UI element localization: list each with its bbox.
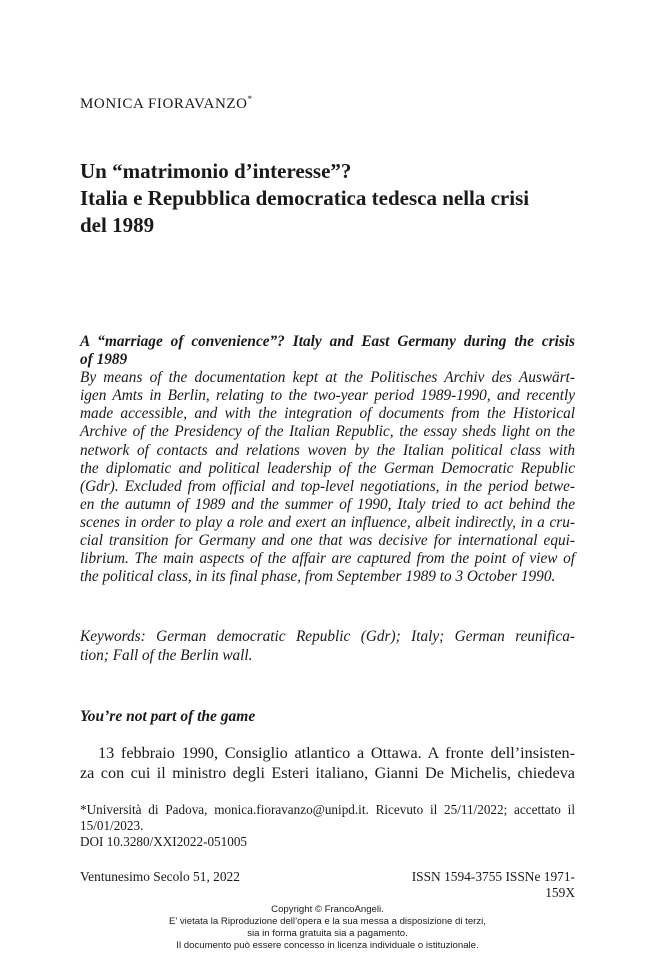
- abstract-line: cial transition for Germany and one that was decisive for international equi-: [80, 532, 575, 550]
- title-line: Un “matrimonio d’interesse”?: [80, 159, 352, 183]
- keywords-line: tion; Fall of the Berlin wall.: [80, 646, 253, 664]
- keywords: [80, 628, 575, 665]
- abstract-line: network of contacts and relations woven by the Italian political class with: [80, 441, 575, 459]
- abstract-line: igen Amts in Berlin, relating to the two-year period 1989-1990, and recently: [80, 387, 575, 405]
- abstract-heading-line: A “marriage of convenience”? Italy and East Germany during the crisis: [80, 333, 575, 350]
- abstract: [80, 333, 575, 586]
- abstract-line: the diplomatic and political leadership of the German Democratic Republic: [80, 459, 575, 477]
- author-name: [80, 94, 252, 113]
- abstract-line: (Gdr). Excluded from official and top-level negotiations, in the period betwe-: [80, 477, 575, 495]
- section-heading: You’re not part of the game: [80, 708, 256, 725]
- article-title: [80, 158, 580, 239]
- abstract-line: scenes in order to play a role and exert an influence, albeit indirectly, in a cru-: [80, 513, 575, 531]
- journal-issue: Ventunesimo Secolo 51, 2022: [80, 869, 240, 884]
- keywords-line: Keywords: German democratic Republic (Gdr); Italy; German reunifica-: [80, 628, 575, 645]
- copyright-line: E’ vietata la Riproduzione dell’opera e la sua messa a disposizione di terzi,: [169, 916, 486, 927]
- abstract-heading-line: of 1989: [80, 351, 128, 369]
- abstract-line: made accessible, and with the integration of documents from the Historical: [80, 405, 575, 423]
- footnote-line: *Università di Padova, monica.fioravanzo@unipd.it. Ricevuto il 25/11/2022; accettato il: [80, 802, 575, 817]
- body-line: 13 febbraio 1990, Consiglio atlantico a Ottawa. A fronte dell’insisten-: [98, 744, 575, 762]
- title-line: del 1989: [80, 213, 155, 237]
- copyright-line: Copyright © FrancoAngeli.: [271, 904, 384, 915]
- title-line: Italia e Repubblica democratica tedesca nella crisi: [80, 186, 530, 210]
- abstract-line: By means of the documentation kept at the Politisches Archiv des Auswärt-: [80, 369, 575, 387]
- body-line: za con cui il ministro degli Esteri italiano, Gianni De Michelis, chiedeva: [80, 764, 575, 782]
- footnote-line: 15/01/2023.: [80, 818, 144, 833]
- body-text: [80, 743, 575, 783]
- author-footnote-mark: *: [247, 94, 253, 104]
- footnote: [80, 802, 575, 850]
- abstract-line: Archive of the Presidency of the Italian Republic, the essay sheds light on the: [80, 423, 575, 441]
- journal-issn: ISSN 1594-3755 ISSNe 1971-159X: [411, 869, 575, 900]
- author-name-text: MONICA FIORAVANZO: [80, 96, 248, 112]
- copyright-line: Il documento può essere concesso in licenza individuale o istituzionale.: [176, 940, 479, 951]
- abstract-line: the political class, in its final phase, from September 1989 to 3 October 1990.: [80, 568, 556, 586]
- abstract-line: en the autumn of 1989 and the summer of 1990, Italy tried to act behind the: [80, 495, 575, 513]
- abstract-line: librium. The main aspects of the affair are captured from the point of view of: [80, 550, 575, 568]
- copyright-line: sia in forma gratuita sia a pagamento.: [247, 928, 408, 939]
- copyright-notice: [80, 904, 575, 952]
- doi-line: DOI 10.3280/XXI2022-051005: [80, 834, 248, 849]
